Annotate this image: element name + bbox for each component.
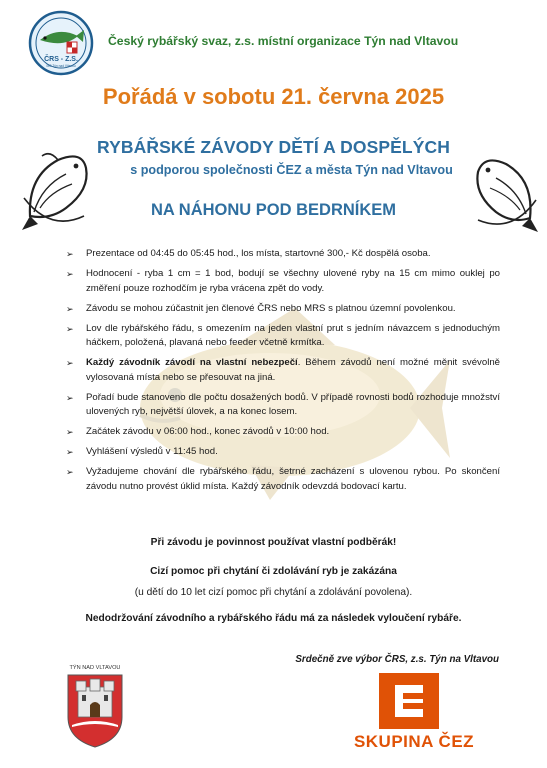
crs-logo-icon	[28, 10, 94, 76]
rules-list	[66, 247, 500, 500]
svg-text:MO Týn nad Vltavou: MO Týn nad Vltavou	[46, 64, 76, 68]
svg-text:ČRS - Z.S.: ČRS - Z.S.	[44, 56, 78, 63]
arrow-bullet-icon: ➢	[66, 303, 74, 314]
children-help-notice: (u dětí do 10 let cizí pomoc při chytání a zdolávání povolena).	[134, 587, 413, 598]
organization-name: Český rybářský svaz, z.s. místní organizace Týn nad Vltavou	[108, 34, 459, 48]
rule-item: ➢ Prezentace od 04:45 do 05:45 hod., los místa, startovné 300,- Kč dospělá osoba.	[66, 247, 500, 262]
rule-item: ➢ Každý závodník závodí na vlastní nebezpečí. Během závodů není možné měnit svévolně vylosovaná místa nebo se přesouvat na jiná.	[66, 357, 500, 383]
rule-item: ➢ Vyhlášení výsledů v 11:45 hod.	[66, 445, 500, 460]
rule-item: ➢ Lov dle rybářského řádu, s omezením na jeden vlastní prut s jedním návazcem s jednoduchým háčkem, položená, plavaná nebo feeder včetně krmítka.	[66, 322, 500, 349]
rule-item: ➢ Hodnocení - ryba 1 cm = 1 bod, bodují se všechny ulovené ryby na 15 cm mimo ouklej po změření pouze rozhodčím je ryba vrácena zpět do vody.	[66, 267, 500, 294]
sponsor-name: SKUPINA ČEZ	[353, 732, 475, 751]
rule-item: ➢ Vyžadujeme chování dle rybářského řádu, šetrné zacházení s ulovenou rybou. Po skončení závodu nutno provést úklid místa. Každý závodník odevzdá bodovací kartu.	[66, 466, 500, 492]
arrow-bullet-icon: ➢	[66, 447, 74, 458]
town-crest-icon	[64, 665, 126, 749]
rule-item: ➢ Pořadí bude stanoveno dle počtu dosažených bodů. V případě rovnosti bodů rozhoduje množství ulovených ryb, největší úlovek, a na konec losem.	[66, 391, 500, 418]
arrow-bullet-icon: ➢	[66, 358, 74, 369]
cez-logo-icon	[373, 673, 445, 733]
no-help-notice: Cizí pomoc při chytání či zdolávání ryb je zakázána	[150, 566, 397, 577]
disqualification-notice: Nedodržování závodního a rybářského řádu má za následek vyloučení rybáře.	[85, 613, 462, 624]
rule-item: ➢ Začátek závodu v 06:00 hod., konec závodů v 10:00 hod.	[66, 425, 500, 440]
event-location: NA NÁHONU POD BEDRNÍKEM	[150, 201, 397, 219]
arrow-bullet-icon: ➢	[66, 249, 74, 259]
arrow-bullet-icon: ➢	[66, 427, 74, 438]
event-support-line: s podporou společnosti ČEZ a města Týn nad Vltavou	[130, 163, 453, 177]
event-date: Pořádá v sobotu 21. června 2025	[102, 84, 445, 109]
arrow-bullet-icon: ➢	[66, 392, 74, 403]
landing-net-notice: Při závodu je povinnost používat vlastní podběrák!	[150, 537, 397, 548]
town-crest-label: TÝN NAD VLTAVOU	[69, 665, 121, 671]
rule-item: ➢ Závodu se mohou zúčastnit jen členové ČRS nebo MRS s platnou územní povolenkou.	[66, 302, 500, 317]
arrow-bullet-icon: ➢	[66, 323, 74, 334]
fish-drawing-left-icon	[20, 146, 96, 234]
invitation-signature: Srdečně zve výbor ČRS, z.s. Týn na Vltavou	[295, 654, 499, 665]
event-title: RYBÁŘSKÉ ZÁVODY DĚTÍ A DOSPĚLÝCH	[97, 137, 450, 157]
arrow-bullet-icon: ➢	[66, 467, 74, 478]
arrow-bullet-icon: ➢	[66, 268, 74, 279]
